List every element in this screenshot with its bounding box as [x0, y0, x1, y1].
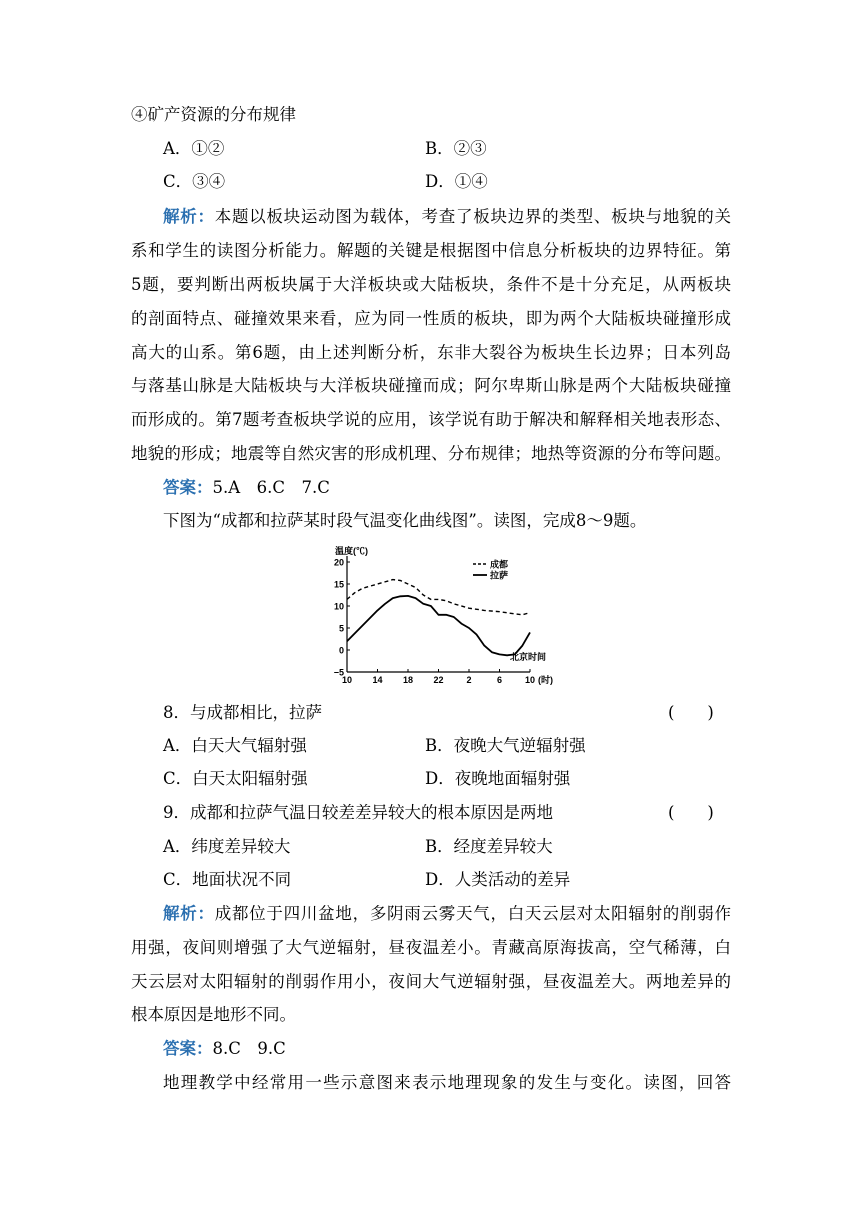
q8-stem: 8．与成都相比，拉萨	[163, 703, 322, 722]
analysis1-line-3: 的剖面特点、碰撞效果来看，应为同一性质的板块，即为两个大陆板块碰撞形成	[131, 309, 731, 328]
y-tick-label: 0	[338, 645, 344, 656]
q8-option-b: B．夜晚大气逆辐射强	[425, 736, 586, 755]
analysis1-line-6: 而形成的。第7题考查板块学说的应用，该学说有助于解决和解释相关地表形态、	[131, 410, 731, 429]
answer2: 答案：8.C 9.C	[163, 1039, 286, 1058]
answer1: 答案：5.A 6.C 7.C	[163, 478, 330, 497]
answer1-label: 答案：	[163, 478, 213, 497]
analysis1-line-4: 高大的山系。第6题，由上述判断分析，东非大裂谷为板块生长边界；日本列岛	[131, 343, 731, 362]
analysis2-line-0: 解析：成都位于四川盆地，多阴雨云雾天气，白天云层对太阳辐射的削弱作	[163, 904, 731, 923]
x-tick-label: 14	[372, 675, 383, 685]
legend-label: 成都	[490, 559, 509, 570]
q8-answer-bracket: ( )	[668, 703, 714, 722]
x-tick-label: 6	[496, 675, 503, 685]
x-tick-label: 2	[466, 675, 472, 685]
analysis1-line-7: 地貌的形成；地震等自然灾害的形成机理、分布规律；地热等资源的分布等问题。	[131, 444, 731, 463]
analysis2-label: 解析：	[163, 904, 215, 923]
answer2-label: 答案：	[163, 1039, 213, 1058]
series-line-lhasa	[347, 596, 530, 655]
legend-label: 拉萨	[490, 570, 509, 581]
q9-stem: 9．成都和拉萨气温日较差差异较大的根本原因是两地	[163, 803, 553, 822]
q9-option-d: D．人类活动的差异	[425, 870, 571, 889]
analysis1-line-0: 解析：本题以板块运动图为载体，考查了板块边界的类型、板块与地貌的关	[163, 207, 731, 226]
x-tick-label: 10	[341, 675, 353, 685]
analysis2-line-3: 根本原因是地形不同。	[131, 1005, 296, 1024]
q9-option-b: B．经度差异较大	[425, 837, 553, 856]
y-tick-label: −5	[333, 667, 344, 678]
x-tick-label: 22	[433, 675, 444, 685]
y-tick-label: 5	[338, 623, 344, 634]
q9-option-c: C．地面状况不同	[163, 870, 292, 889]
analysis1-label: 解析：	[163, 207, 215, 226]
y-axis-label: 温度(℃)	[335, 546, 368, 556]
q8-option-c: C．白天太阳辐射强	[163, 769, 308, 788]
y-tick-label: 15	[333, 579, 344, 590]
analysis1-line-2: 5题，要判断出两板块属于大洋板块或大陆板块，条件不是十分充足，从两板块	[131, 275, 731, 294]
q4-option-a: A．①②	[163, 139, 225, 158]
analysis1-line-5: 与落基山脉是大陆板块与大洋板块碰撞而成；阿尔卑斯山脉是两个大陆板块碰撞	[131, 376, 731, 395]
q9-option-a: A．纬度差异较大	[163, 837, 291, 856]
analysis1-line-1: 系和学生的读图分析能力。解题的关键是根据图中信息分析板块的边界特征。第	[131, 241, 731, 260]
x-tick-label: 18	[402, 675, 414, 685]
series-line-chengdu	[347, 580, 530, 615]
temperature-chart	[325, 544, 565, 692]
q4-option-b: B．②③	[425, 139, 487, 158]
intro-chart-question: 下图为“成都和拉萨某时段气温变化曲线图”。读图，完成8～9题。	[163, 511, 647, 530]
x-axis-label: 北京时间	[509, 652, 547, 662]
q4-tail-option: ④矿产资源的分布规律	[131, 105, 296, 124]
x-tick-label: 10	[524, 675, 536, 685]
analysis2-line-1: 用强，夜间则增强了大气逆辐射，昼夜温差小。青藏高原海拔高，空气稀薄，白	[131, 938, 731, 957]
x-axis-unit: (时)	[538, 675, 553, 685]
q8-option-d: D．夜晚地面辐射强	[425, 769, 571, 788]
intro-next-question: 地理教学中经常用一些示意图来表示地理现象的发生与变化。读图，回答	[163, 1073, 731, 1092]
y-tick-label: 10	[333, 601, 344, 612]
analysis2-line-2: 天云层对太阳辐射的削弱作用小，夜间大气逆辐射强，昼夜温差大。两地差异的	[131, 972, 731, 991]
q4-option-d: D．①④	[425, 172, 488, 191]
q8-option-a: A．白天大气辐射强	[163, 736, 307, 755]
q9-answer-bracket: ( )	[668, 803, 714, 822]
y-tick-label: 20	[333, 557, 344, 568]
q4-option-c: C．③④	[163, 172, 226, 191]
